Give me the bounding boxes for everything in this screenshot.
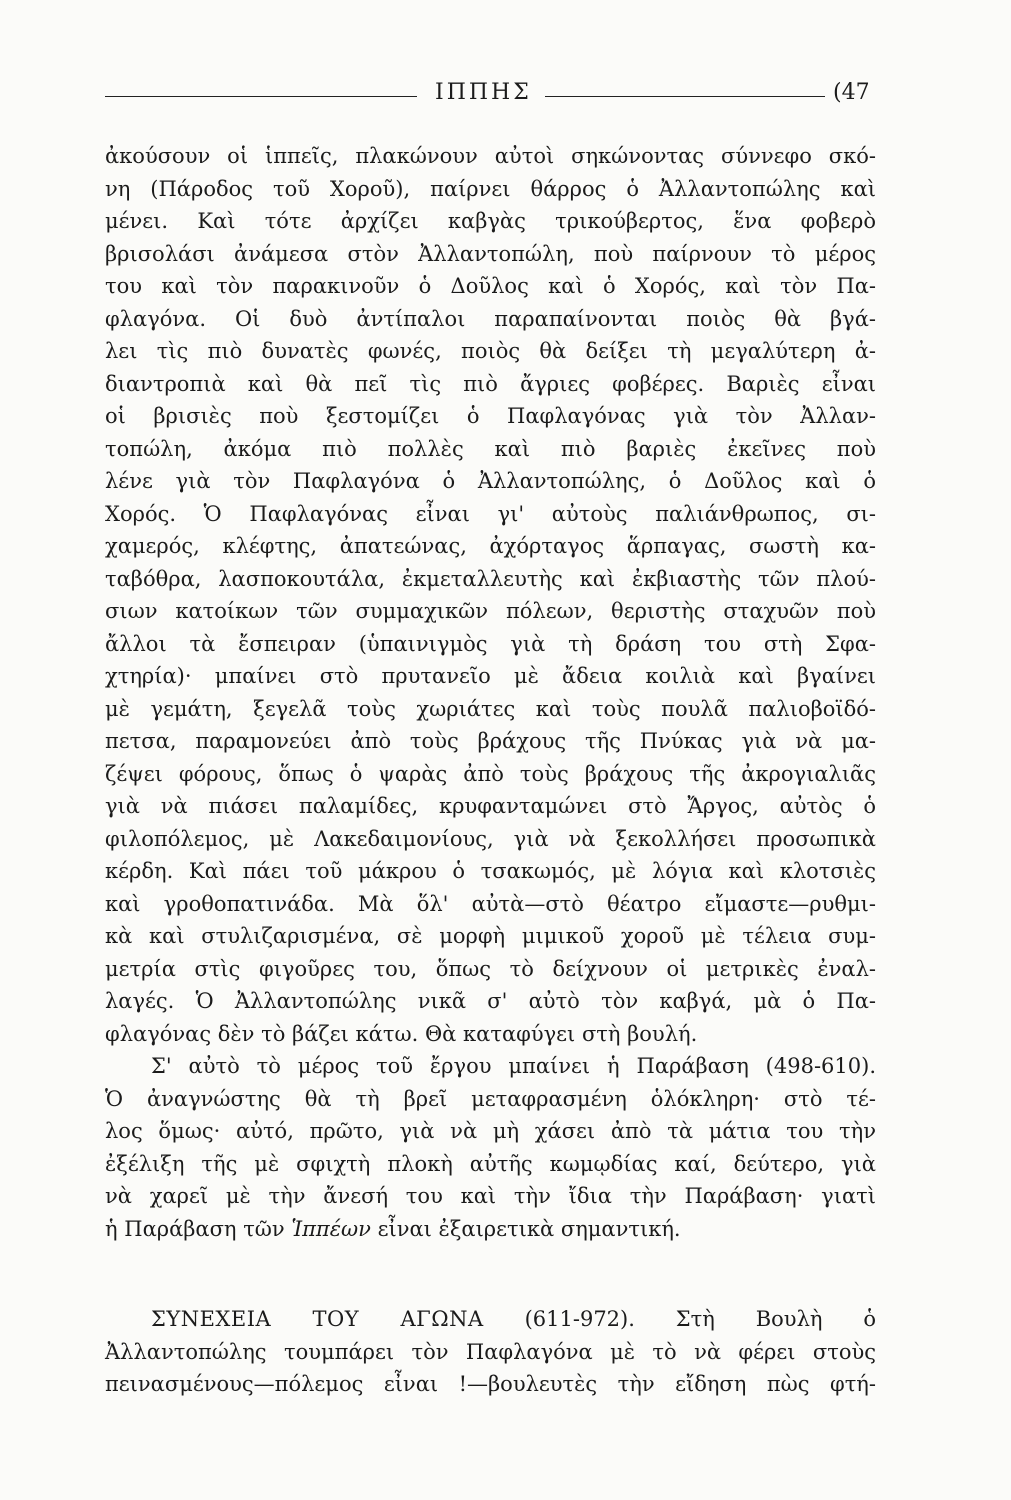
text-line: πετσα, παραμονεύει ἀπὸ τοὺς βράχους τῆς Πνύκας γιὰ νὰ μα- — [105, 729, 876, 753]
text-line: γιὰ νὰ πιάσει παλαμίδες, κρυφανταμώνει στὸ Ἄργος, αὐτὸς ὁ — [105, 794, 876, 818]
text-line: καὶ γροθοπατινάδα. Μὰ ὅλ' αὐτὰ—στὸ θέατρο εἴμαστε—ρυθμι- — [105, 891, 876, 916]
text-line: χτηρία)· μπαίνει στὸ πρυτανεῖο μὲ ἄδεια κοιλιὰ καὶ βγαίνει — [105, 664, 876, 688]
text-line: φιλοπόλεμος, μὲ Λακεδαιμονίους, γιὰ νὰ ξεκολλήσει προσωπικὰ — [105, 826, 876, 851]
section-title: ΣΥΝΕΧΕΙΑ ΤΟΥ ΑΓΩΝΑ — [151, 1307, 484, 1331]
text-line: λαγές. Ὁ Ἀλλαντοπώλης νικᾶ σ' αὐτὸ τὸν καβγά, μὰ ὁ Πα- — [105, 989, 876, 1013]
text-line: ἀκούσουν οἱ ἱππεῖς, πλακώνουν αὐτοὶ σηκώνοντας σύννεφο σκό- — [105, 144, 876, 168]
text-line: Ὁ ἀναγνώστης θὰ τὴ βρεῖ μεταφρασμένη ὁλόκληρη· στὸ τέ- — [105, 1086, 876, 1111]
text-line: μένει. Καὶ τότε ἀρχίζει καβγὰς τρικούβερτος, ἕνα φοβερὸ — [105, 209, 876, 233]
text-run: (611-972). Στὴ Βουλὴ ὁ — [483, 1307, 876, 1331]
text-line — [105, 1303, 876, 1336]
text-line: λει τὶς πιὸ δυνατὲς φωνές, ποιὸς θὰ δείξει τὴ μεγαλύτερη ἀ- — [105, 339, 876, 363]
text-run: ἡ Παράβαση τῶν — [105, 1216, 292, 1241]
text-line: λένε γιὰ τὸν Παφλαγόνα ὁ Ἀλλαντοπώλης, ὁ Δοῦλος καὶ ὁ — [105, 469, 876, 493]
text-line: φλαγόνα. Οἱ δυὸ ἀντίπαλοι παραπαίνονται ποιὸς θὰ βγά- — [105, 306, 876, 331]
header-rule-right — [545, 96, 825, 97]
paragraph-3 — [105, 1303, 876, 1401]
text-line: φλαγόνας δὲν τὸ βάζει κάτω. Θὰ καταφύγει στὴ βουλή. — [105, 1021, 698, 1046]
section-gap — [105, 1245, 876, 1303]
text-line: Χορός. Ὁ Παφλαγόνας εἶναι γι' αὐτοὺς παλιάνθρωπος, σι- — [105, 501, 876, 526]
text-line: λος ὅμως· αὐτό, πρῶτο, γιὰ νὰ μὴ χάσει ἀπὸ τὰ μάτια του τὴν — [105, 1119, 876, 1143]
text-line: οἱ βρισιὲς ποὺ ξεστομίζει ὁ Παφλαγόνας γιὰ τὸν Ἀλλαν- — [105, 404, 876, 428]
text-line: ἐξέλιξη τῆς μὲ σφιχτὴ πλοκὴ αὐτῆς κωμῳδίας καί, δεύτερο, γιὰ — [105, 1151, 876, 1176]
text-line: ζέψει φόρους, ὅπως ὁ ψαρὰς ἀπὸ τοὺς βράχους τῆς ἀκρογιαλιᾶς — [105, 761, 876, 786]
text-run: εἶναι ἐξαιρετικὰ σημαντική. — [370, 1216, 681, 1241]
text-line: ταβόθρα, λασποκουτάλα, ἐκμεταλλευτὴς καὶ ἐκβιαστὴς τῶν πλού- — [105, 566, 876, 591]
paragraph-1 — [105, 140, 876, 1050]
page-header — [105, 80, 875, 110]
running-head: ΙΠΠΗΣ — [435, 80, 532, 105]
header-rule-left — [105, 96, 417, 97]
paragraph-2 — [105, 1050, 876, 1245]
body-text — [105, 140, 876, 1401]
text-line: Σ' αὐτὸ τὸ μέρος τοῦ ἔργου μπαίνει ἡ Παράβαση (498-610). — [151, 1054, 876, 1078]
text-line: διαντροπιὰ καὶ θὰ πεῖ τὶς πιὸ ἄγριες φοβέρες. Βαριὲς εἶναι — [105, 371, 876, 396]
page-number: (47 — [833, 80, 870, 105]
italic-title: Ἱππέων — [291, 1216, 371, 1241]
text-line: νη (Πάροδος τοῦ Χοροῦ), παίρνει θάρρος ὁ Ἀλλαντοπώλης καὶ — [105, 176, 876, 201]
text-line: μὲ γεμάτη, ξεγελᾶ τοὺς χωριάτες καὶ τοὺς πουλᾶ παλιοβοϊδό- — [105, 696, 876, 721]
text-line: ἄλλοι τὰ ἔσπειραν (ὑπαινιγμὸς γιὰ τὴ δράση του στὴ Σφα- — [105, 631, 876, 656]
text-line: σιων κατοίκων τῶν συμμαχικῶν πόλεων, θεριστὴς σταχυῶν ποὺ — [105, 599, 876, 623]
text-line — [105, 1213, 876, 1246]
text-line: τοπώλη, ἀκόμα πιὸ πολλὲς καὶ πιὸ βαριὲς ἐκεῖνες ποὺ — [105, 436, 876, 461]
text-line: του καὶ τὸν παρακινοῦν ὁ Δοῦλος καὶ ὁ Χορός, καὶ τὸν Πα- — [105, 274, 876, 298]
text-line: βρισολάσι ἀνάμεσα στὸν Ἀλλαντοπώλη, ποὺ παίρνουν τὸ μέρος — [105, 241, 876, 266]
text-line: χαμερός, κλέφτης, ἀπατεώνας, ἀχόρταγος ἅρπαγας, σωστὴ κα- — [105, 534, 876, 558]
text-line: νὰ χαρεῖ μὲ τὴν ἄνεσή του καὶ τὴν ἴδια τὴν Παράβαση· γιατὶ — [105, 1184, 876, 1208]
text-line: μετρία στὶς φιγοῦρες του, ὅπως τὸ δείχνουν οἱ μετρικὲς ἐναλ- — [105, 956, 876, 981]
text-line: κὰ καὶ στυλιζαρισμένα, σὲ μορφὴ μιμικοῦ χοροῦ μὲ τέλεια συμ- — [105, 924, 876, 948]
text-line: Ἀλλαντοπώλης τουμπάρει τὸν Παφλαγόνα μὲ τὸ νὰ φέρει στοὺς — [105, 1339, 876, 1364]
text-line: πεινασμένους—πόλεμος εἶναι !—βουλευτὲς τὴν εἴδηση πὼς φτή- — [105, 1372, 876, 1396]
text-line: κέρδη. Καὶ πάει τοῦ μάκρου ὁ τσακωμός, μὲ λόγια καὶ κλοτσιὲς — [105, 859, 876, 883]
